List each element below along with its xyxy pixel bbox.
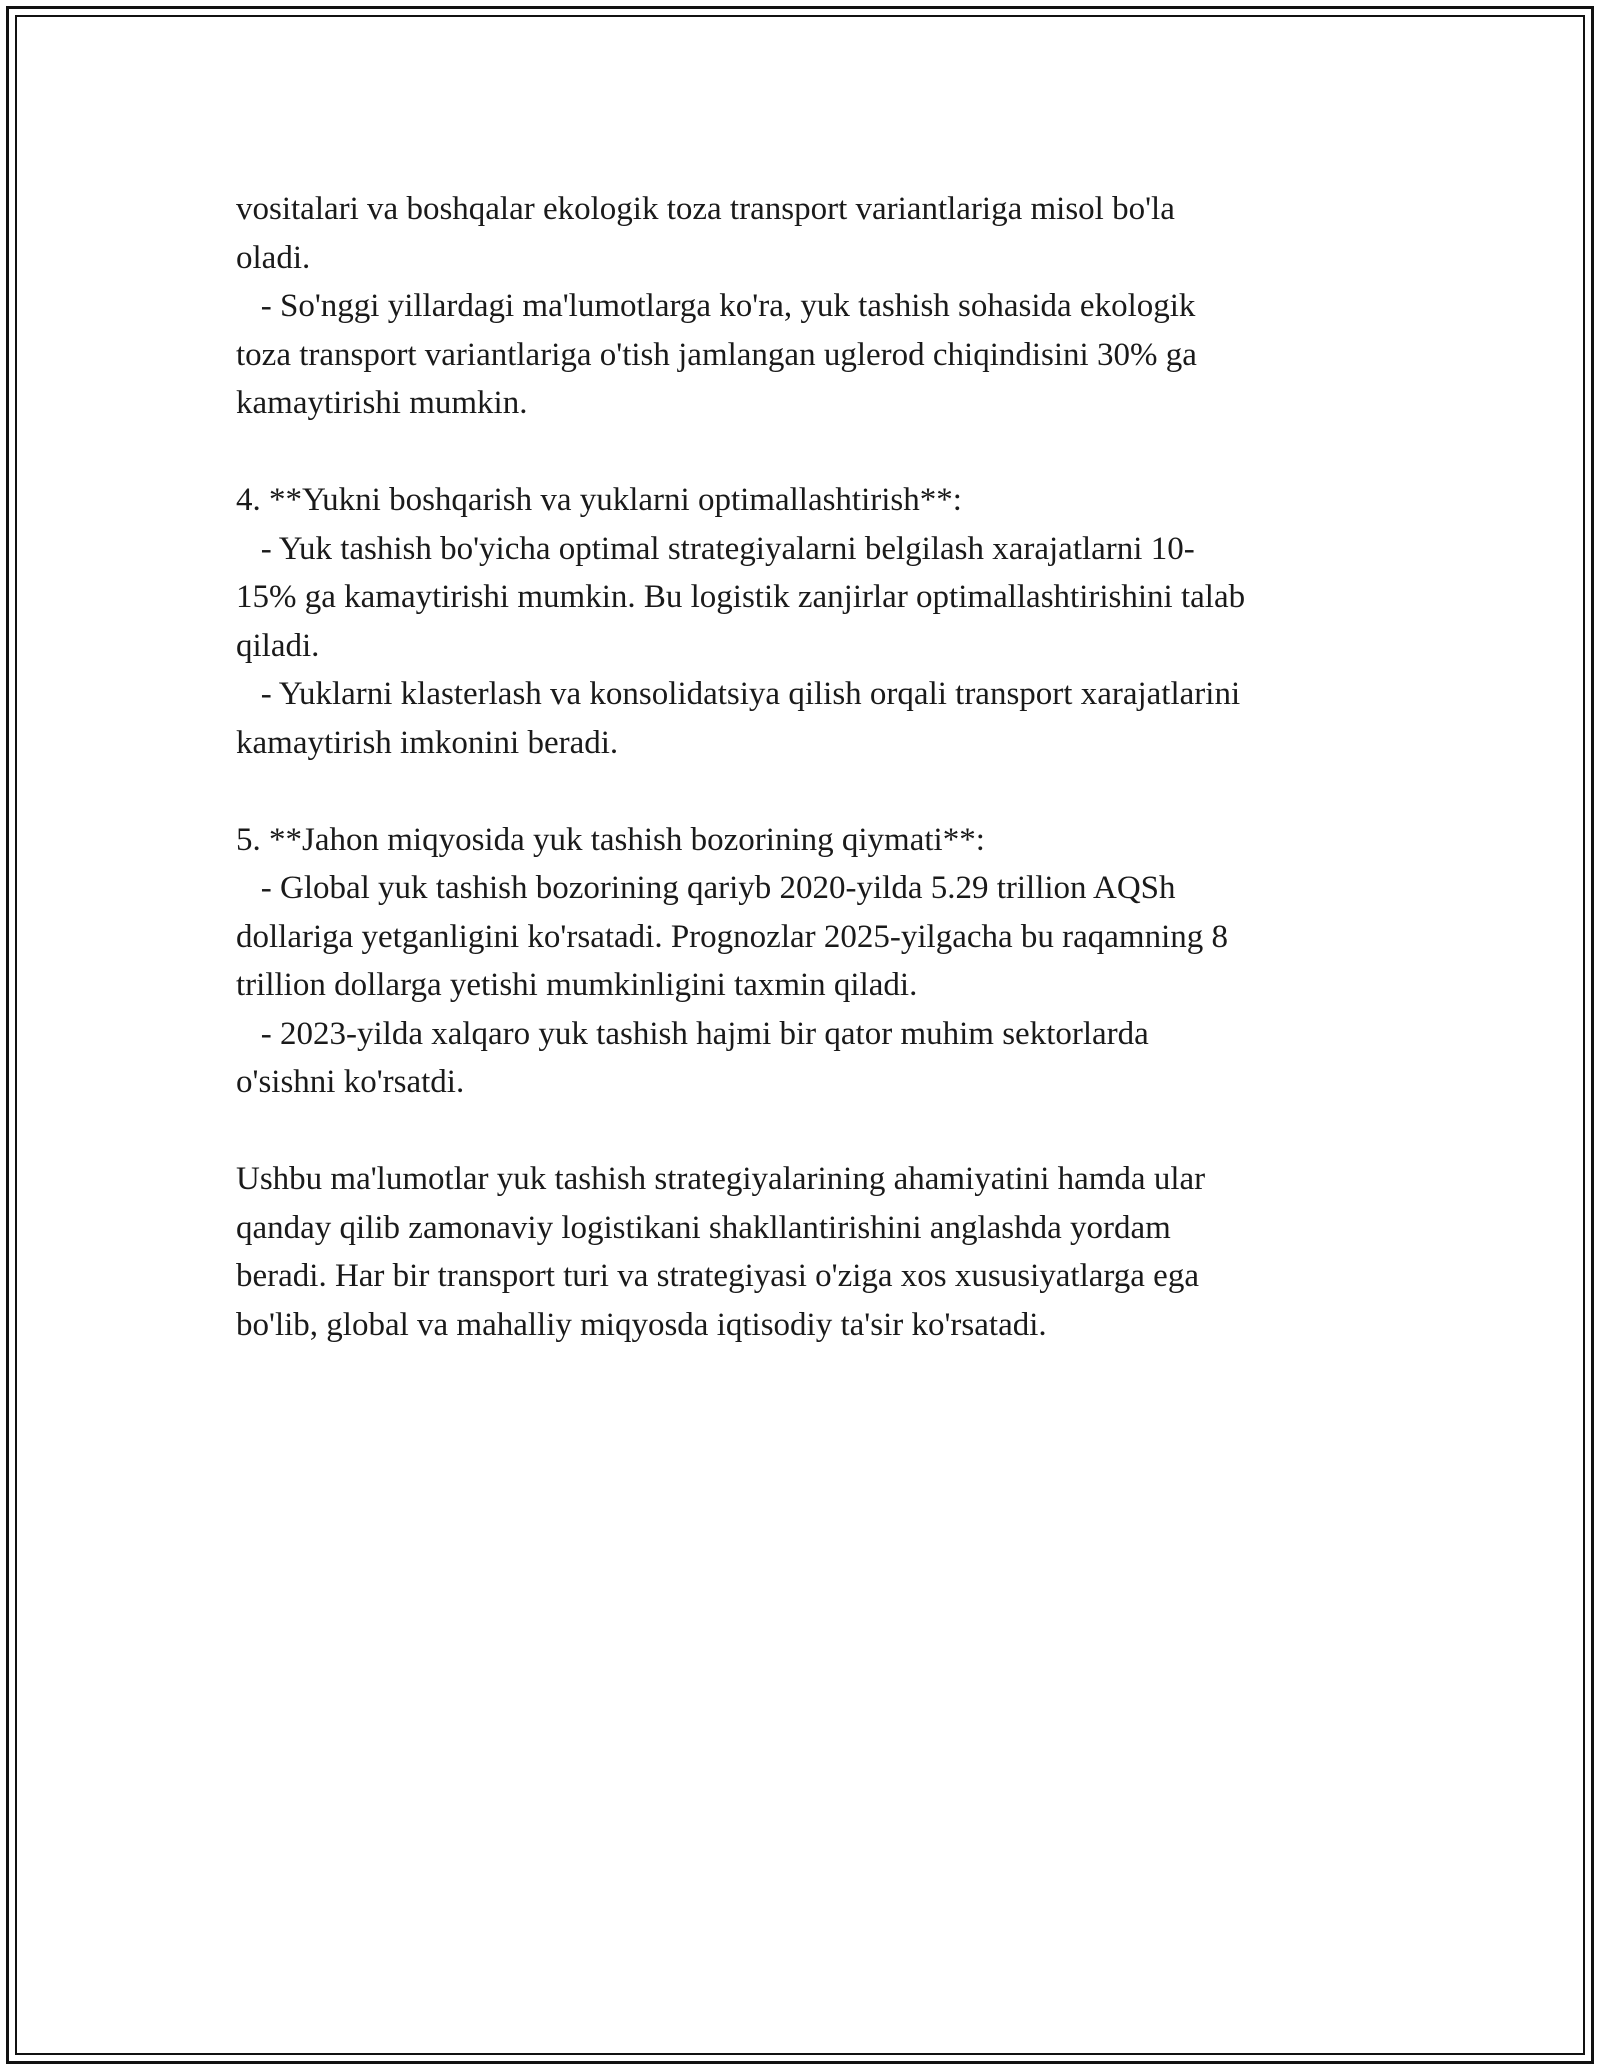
text-line: - Global yuk tashish bozorining qariyb 2020-yilda 5.29 trillion AQSh — [236, 870, 1176, 906]
text-line: qiladi. — [236, 627, 320, 664]
text-line: toza transport variantlariga o'tish jamlangan uglerod chiqindisini 30% ga — [236, 336, 1197, 373]
paragraph-gap — [236, 428, 1376, 477]
text-line: Ushbu ma'lumotlar yuk tashish strategiyalarining ahamiyatini hamda ular — [236, 1161, 1206, 1197]
text-line: dollariga yetganligini ko'rsatadi. Prognozlar 2025-yilgacha bu raqamning 8 — [236, 918, 1229, 955]
text-line: - So'nggi yillardagi ma'lumotlarga ko'ra, yuk tashish sohasida ekologik — [236, 288, 1196, 324]
section-heading: 4. **Yukni boshqarish va yuklarni optimallashtirish**: — [236, 482, 962, 518]
text-line: beradi. Har bir transport turi va strategiyasi o'ziga xos xususiyatlarga ega — [236, 1258, 1199, 1294]
paragraph-gap — [236, 1107, 1376, 1156]
text-line: trillion dollarga yetishi mumkinligini taxmin qiladi. — [236, 967, 918, 1003]
paragraph-gap — [236, 767, 1376, 816]
text-line: o'sishni ko'rsatdi. — [236, 1064, 465, 1100]
text-line: 15% ga kamaytirishi mumkin. Bu logistik zanjirlar optimallashtirishini talab — [236, 579, 1246, 615]
text-line: bo'lib, global va mahalliy miqyosda iqtisodiy ta'sir ko'rsatadi. — [236, 1306, 1047, 1343]
section-heading: 5. **Jahon miqyosida yuk tashish bozorining qiymati**: — [236, 821, 985, 858]
text-line: qanday qilib zamonaviy logistikani shakllantirishini anglashda yordam — [236, 1209, 1171, 1246]
text-line: oladi. — [236, 239, 311, 276]
text-line: kamaytirishi mumkin. — [236, 385, 528, 421]
text-line: vositalari va boshqalar ekologik toza transport variantlariga misol bo'la — [236, 191, 1175, 227]
text-line: - Yuklarni klasterlash va konsolidatsiya qilish orqali transport xarajatlarini — [236, 676, 1241, 712]
text-line: - 2023-yilda xalqaro yuk tashish hajmi bir qator muhim sektorlarda — [236, 1015, 1149, 1052]
document-body — [236, 185, 1376, 1349]
text-line: kamaytirish imkonini beradi. — [236, 724, 619, 761]
text-line: - Yuk tashish bo'yicha optimal strategiyalarni belgilash xarajatlarni 10- — [236, 530, 1195, 567]
